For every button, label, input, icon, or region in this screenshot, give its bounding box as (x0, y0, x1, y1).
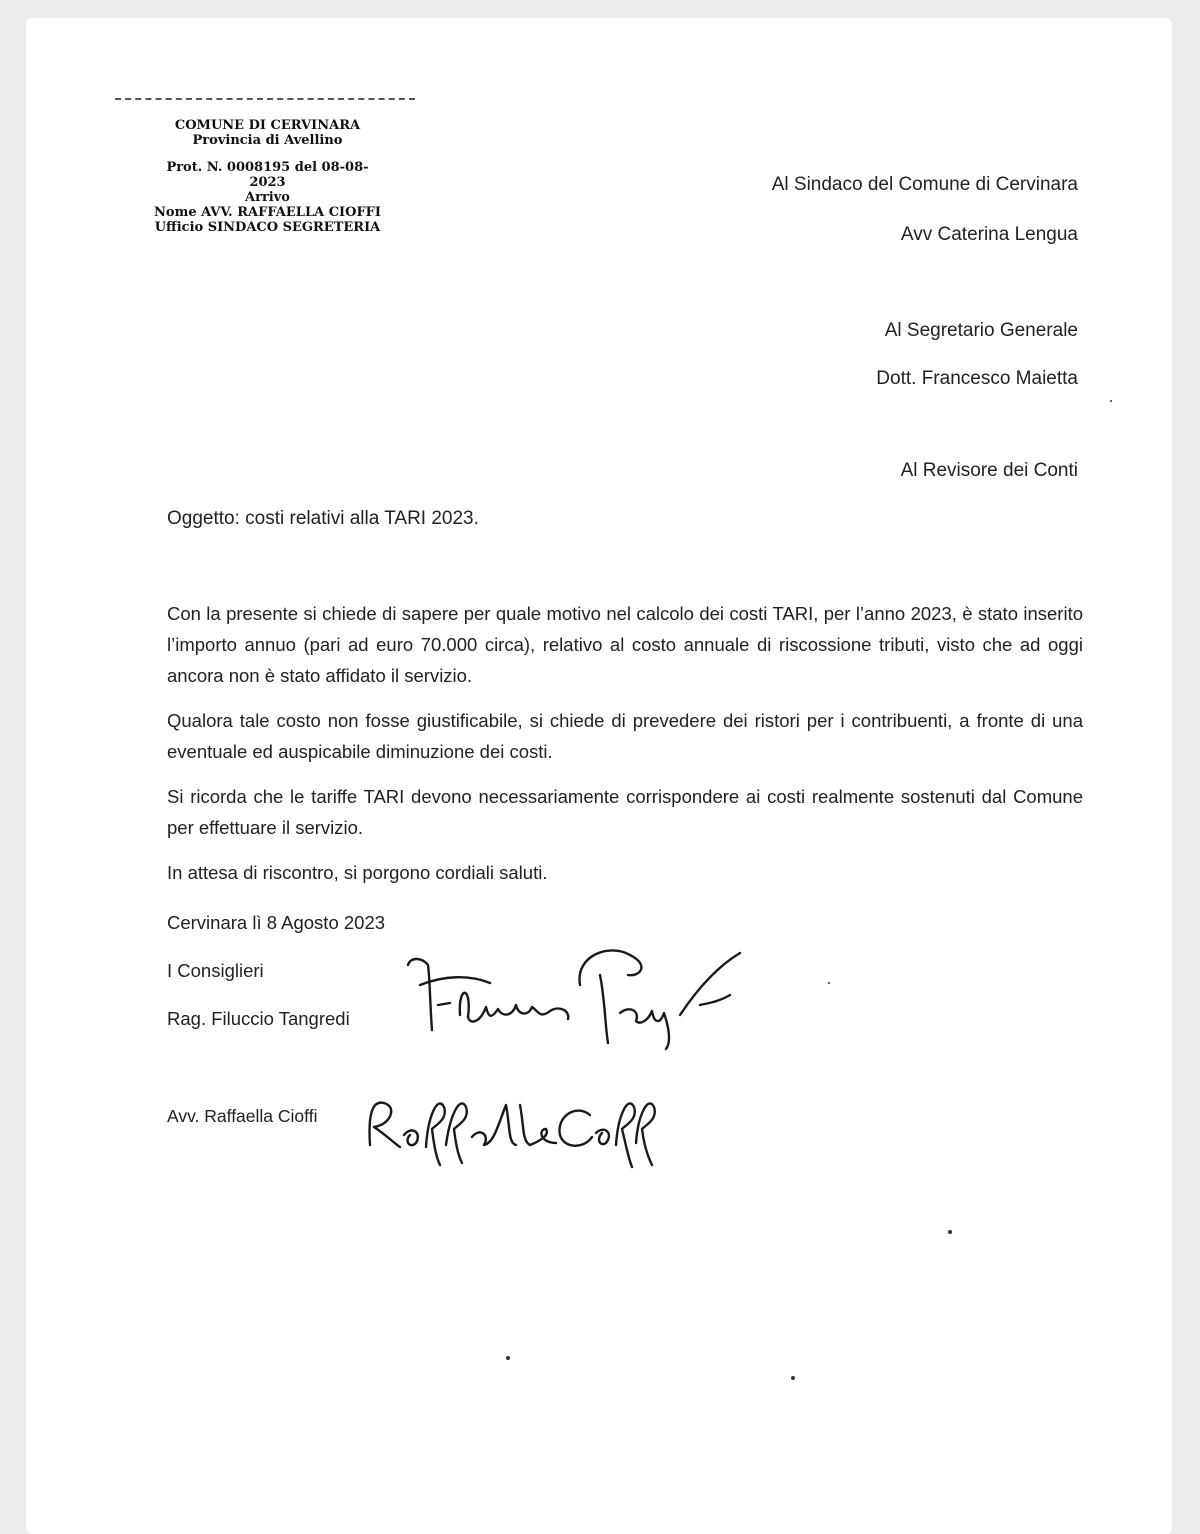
recipient-revisore: Al Revisore dei Conti (900, 460, 1078, 481)
stamp-arrival: Arrivo (245, 190, 290, 205)
body-paragraph-3: Si ricorda che le tariffe TARI devono necessariamente corrispondere ai costi realmente sostenuti dal Comune per effettuare il servizio. (167, 786, 1083, 838)
stamp-office: Ufficio SINDACO SEGRETERIA (154, 220, 381, 235)
recipient-sindaco: Al Sindaco del Comune di Cervinara (771, 174, 1078, 195)
signature-2 (360, 1085, 670, 1170)
recipient-sindaco-name: Avv Caterina Lengua (900, 224, 1078, 245)
stamp-municipality: COMUNE DI CERVINARA (174, 118, 361, 133)
stamp-name: Nome AVV. RAFFAELLA CIOFFI (154, 205, 381, 220)
signers-role: I Consiglieri (167, 960, 264, 981)
scan-speck (506, 1356, 510, 1360)
recipient-segretario-name: Dott. Francesco Maietta (876, 368, 1078, 389)
stamp-province: Provincia di Avellino (192, 133, 343, 148)
stamp-protocol-number: Prot. N. 0008195 del 08-08-2023 (166, 160, 369, 190)
scan-speck (1110, 400, 1112, 402)
scan-speck (828, 982, 830, 984)
protocol-stamp (150, 118, 385, 235)
letter-body (167, 598, 1083, 902)
signer-1-name: Rag. Filuccio Tangredi (167, 1008, 350, 1029)
signature-1 (400, 945, 760, 1055)
body-paragraph-1: Con la presente si chiede di sapere per quale motivo nel calcolo dei costi TARI, per l’anno 2023, è stato inserito l’importo annuo (pari ad euro 70.000 circa), relativo al costo annuale di riscossione tributi, visto che ad oggi ancora non è stato affidato il servizio. (167, 603, 1083, 686)
recipient-segretario: Al Segretario Generale (884, 320, 1078, 341)
scan-speck (791, 1376, 795, 1380)
body-paragraph-4: In attesa di riscontro, si porgono cordiali saluti. (167, 862, 548, 883)
stamp-divider (115, 98, 415, 103)
signer-2-name: Avv. Raffaella Cioffi (167, 1106, 318, 1126)
scan-speck (948, 1230, 952, 1234)
body-paragraph-2: Qualora tale costo non fosse giustificabile, si chiede di prevedere dei ristori per i contribuenti, a fronte di una eventuale ed auspicabile diminuzione dei costi. (167, 710, 1083, 762)
place-date: Cervinara lì 8 Agosto 2023 (167, 912, 386, 933)
letter-subject: Oggetto: costi relativi alla TARI 2023. (167, 508, 479, 529)
